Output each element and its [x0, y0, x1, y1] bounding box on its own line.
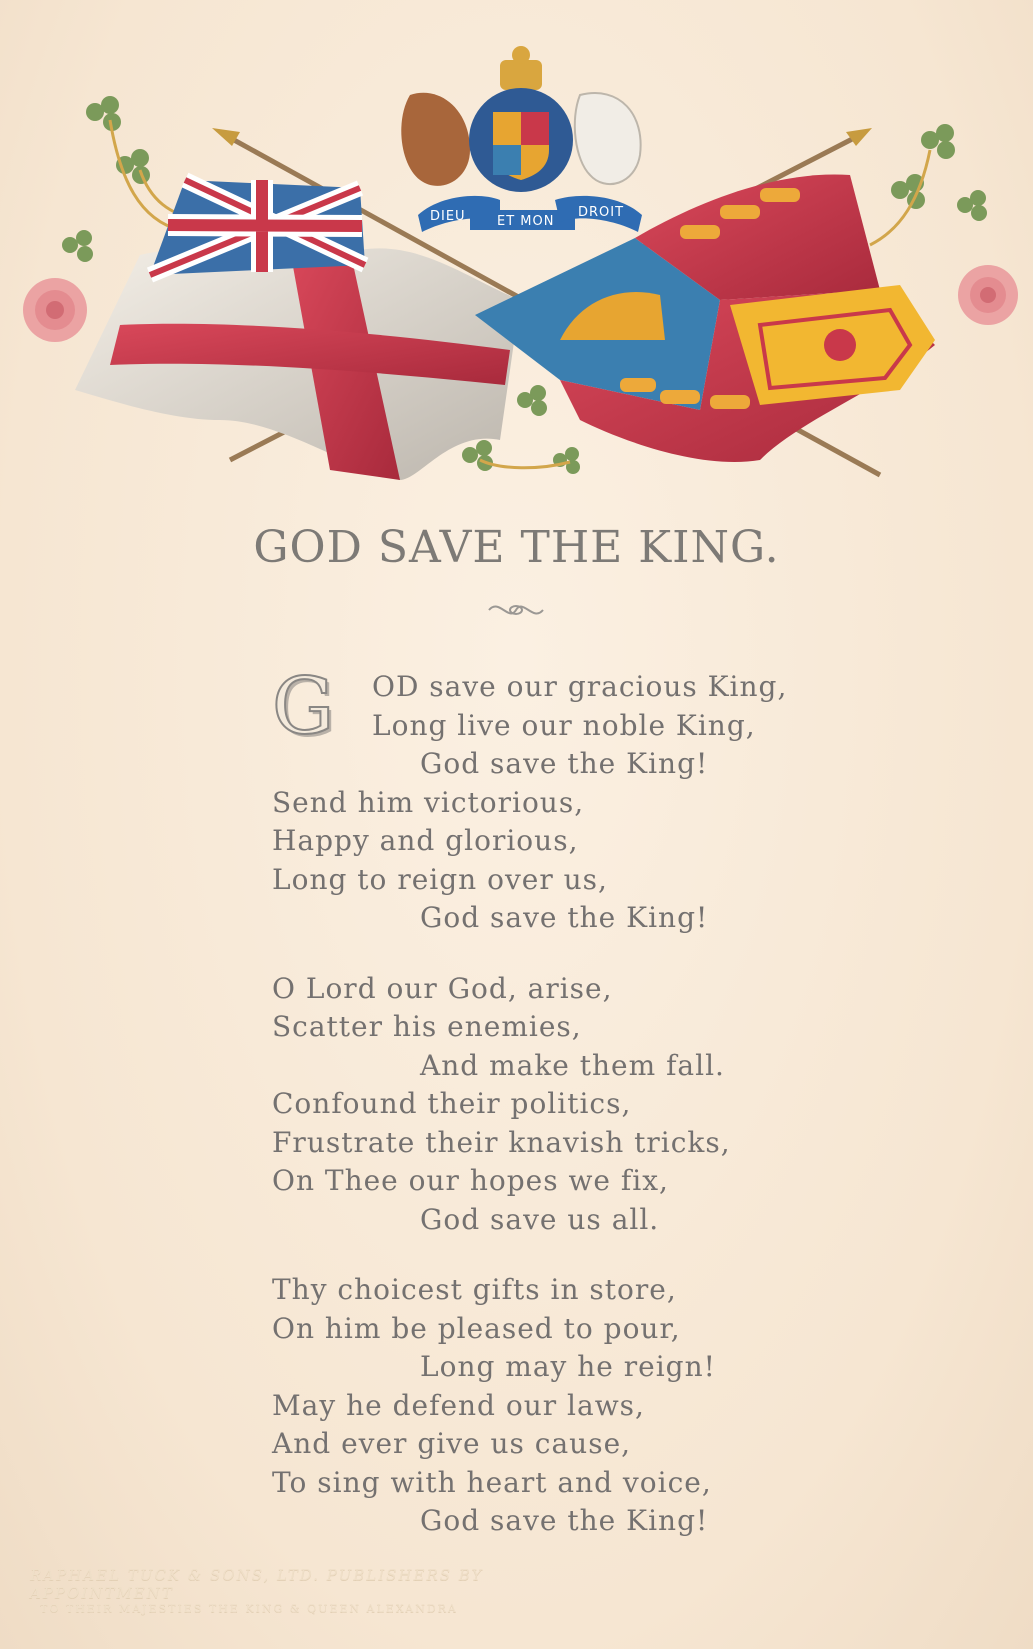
- publisher-appointment: TO THEIR MAJESTIES THE KING & QUEEN ALEXANDRA: [40, 1602, 458, 1615]
- drop-cap-letter: G: [272, 662, 335, 752]
- verse-line: Scatter his enemies,: [272, 1010, 582, 1043]
- stanza: [272, 970, 872, 1240]
- unicorn-supporter-icon: [575, 93, 641, 184]
- scroll-ornament-icon: [487, 596, 545, 624]
- verse-line: Long live our noble King,: [372, 708, 756, 742]
- stanza: [272, 662, 872, 938]
- verse-line: OD save our gracious King,: [372, 670, 788, 703]
- motto-left-text: DIEU: [430, 209, 466, 224]
- verse-line: God save the King!: [420, 1504, 709, 1537]
- crown-icon: [500, 60, 542, 90]
- stanza: [272, 1271, 872, 1541]
- motto-center-text: ET MON: [497, 214, 555, 229]
- lion-supporter-icon: [401, 93, 470, 186]
- verse-line: May he defend our laws,: [272, 1388, 645, 1422]
- motto-right-text: DROIT: [578, 205, 625, 220]
- verse-line: God save the King!: [420, 747, 709, 780]
- flags-and-coat-of-arms-illustration: [0, 0, 1033, 500]
- verse-line: God save us all.: [420, 1202, 660, 1236]
- verse-line: Frustrate their knavish tricks,: [272, 1125, 731, 1159]
- white-ensign-flag: [75, 180, 520, 480]
- verse-line: Send him victorious,: [272, 785, 585, 819]
- verse-line: Confound their politics,: [272, 1087, 632, 1120]
- verse-line: Thy choicest gifts in store,: [272, 1273, 677, 1306]
- royal-coat-of-arms: [401, 46, 642, 232]
- lion-rampant-icon: [824, 329, 856, 361]
- verse-line: God save the King!: [420, 901, 709, 934]
- anthem-verses: [272, 662, 872, 1573]
- verse-line: Long to reign over us,: [272, 862, 608, 896]
- verse-line: And ever give us cause,: [272, 1427, 632, 1460]
- verse-line: Long may he reign!: [420, 1350, 716, 1383]
- spear-tip-icon: [846, 128, 872, 146]
- verse-line: To sing with heart and voice,: [272, 1465, 712, 1499]
- verse-line: O Lord our God, arise,: [272, 971, 613, 1005]
- verse-line: Happy and glorious,: [272, 824, 579, 857]
- page-title: GOD SAVE THE KING.: [253, 522, 780, 573]
- verse-line: On Thee our hopes we fix,: [272, 1164, 669, 1197]
- publisher-imprint: RAPHAEL TUCK & SONS, LTD. PUBLISHERS BY APPOINTMENT: [30, 1566, 484, 1602]
- verse-line: On him be pleased to pour,: [272, 1311, 681, 1345]
- verse-line: And make them fall.: [420, 1048, 725, 1082]
